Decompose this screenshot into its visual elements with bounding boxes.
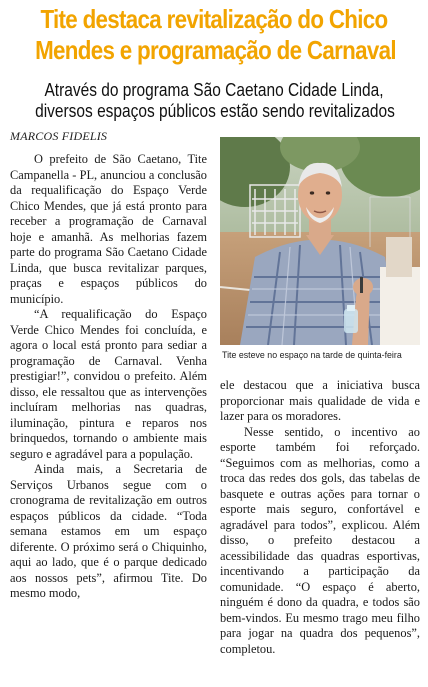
- paragraph: “A requalificação do Espaço Verde Chico Mendes foi concluída, e agora o local está pronto para sediar a programação de Carnaval. Venha prestigiar!”, convidou o prefeito. Além disso, ele ressaltou que as intervenções incluíram melhorias nas quadras, iluminação, pintura e reparos nos brinquedos, tornando o ambiente mais seguro e agradável para a população.: [10, 307, 207, 461]
- byline: MARCOS FIDELIS: [10, 129, 108, 143]
- right-column: [220, 378, 420, 657]
- headline-line-2: Mendes e programação de Carnaval: [35, 35, 396, 65]
- article-photo: [220, 137, 420, 345]
- subheadline-line-2: diversos espaços públicos estão sendo revitalizados: [35, 101, 395, 121]
- headline-line-1: Tite destaca revitalização do Chico: [40, 4, 388, 34]
- headline: [35, 4, 396, 66]
- paragraph: Ainda mais, a Secretaria de Serviços Urbanos segue com o cronograma de revitalização em outros espaços públicos da cidade. “Toda semana estamos em um espaço diferente. O próximo será o Chiquinho, aqui ao lado, que é o parque dedicado aos nossos pets”, afirmou Tite. Do mesmo modo,: [10, 462, 207, 600]
- subheadline-line-1: Através do programa São Caetano Cidade Linda,: [44, 80, 384, 100]
- photo-caption: Tite esteve no espaço na tarde de quinta-feira: [222, 350, 402, 361]
- photo-illustration: [220, 137, 420, 345]
- paragraph: Nesse sentido, o incentivo ao esporte também foi reforçado. “Seguimos com as melhorias, como a troca das redes dos gols, das tabelas de basquete e outras ações para tornar o esporte mais seguro, confortável e agradável para todos”, explicou. Além disso, o prefeito destacou a acessibilidade das quadras esportivas, incentivando a participação da comunidade. “O espaço é aberto, ninguém é dono da quadra, e todos são bem-vindos. Eu mesmo trago meu filho para jogar na quadra dos pequenos”, completou.: [220, 424, 420, 656]
- subheadline: [35, 80, 393, 122]
- paragraph: O prefeito de São Caetano, Tite Campanella - PL, anunciou a conclusão da requalificação do Espaço Verde Chico Mendes, que já está pronto para receber a programação de Carnaval hoje e amanhã. As melhorias fazem parte do programa São Caetano Cidade Linda, que busca revitalizar parques, praças e espaços públicos do município.: [10, 152, 207, 306]
- left-column: [10, 152, 207, 602]
- paragraph: ele destacou que a iniciativa busca proporcionar mais qualidade de vida e lazer para os moradores.: [220, 378, 420, 423]
